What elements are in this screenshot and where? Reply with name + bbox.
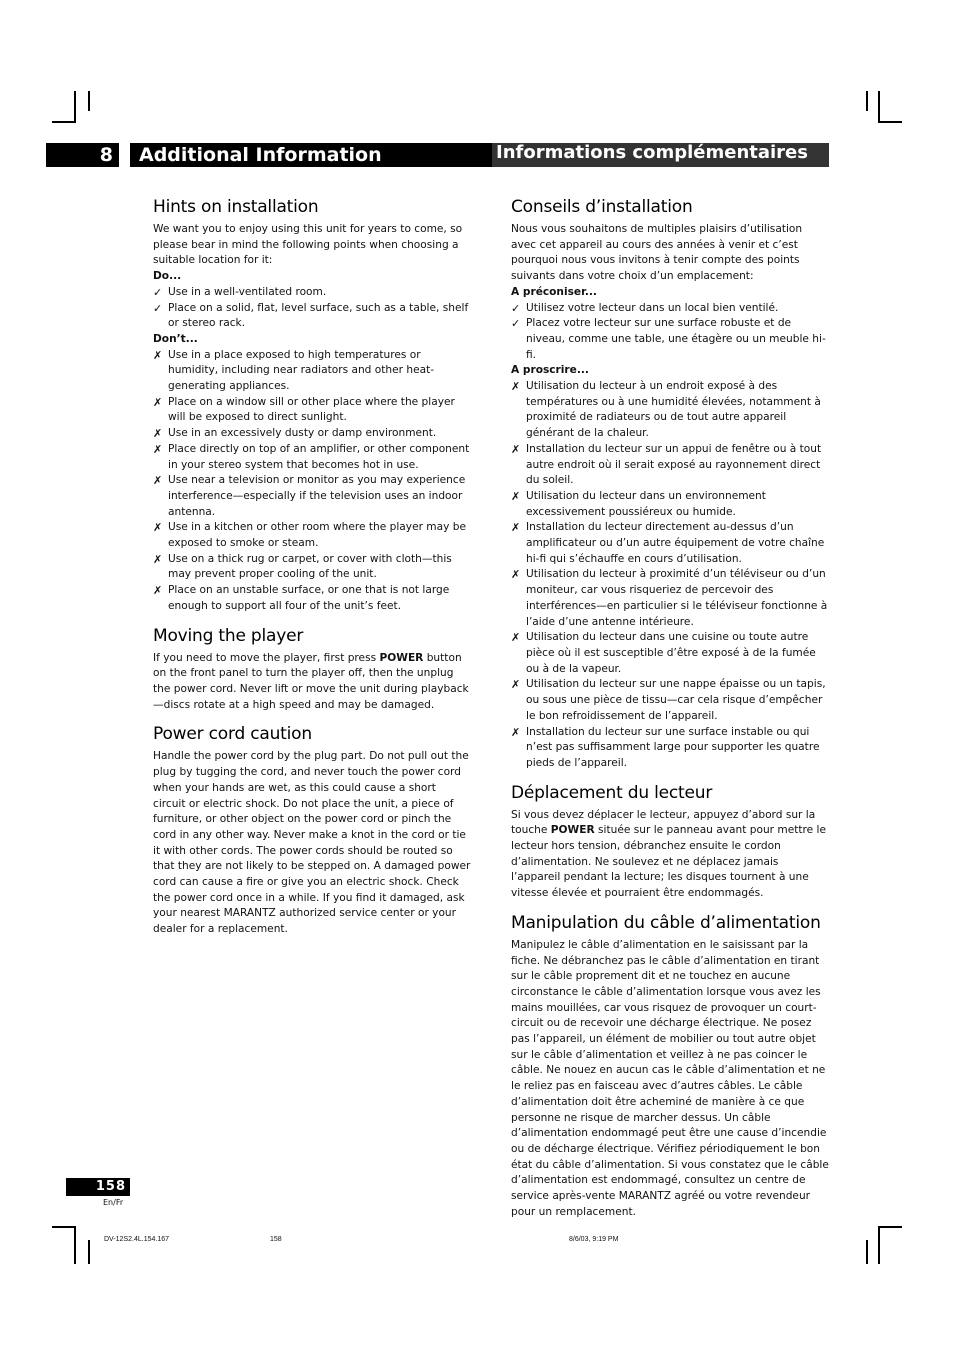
language-code: En/Fr	[103, 1198, 124, 1207]
crop-mark	[878, 121, 902, 123]
list-item: ✓ Use in a well-ventilated room.	[153, 285, 327, 299]
cross-icon: ✗	[511, 521, 521, 535]
crop-mark	[866, 1240, 868, 1264]
do-label: A préconiser...	[511, 285, 597, 298]
check-icon: ✓	[511, 301, 521, 315]
section-title: Moving the player	[153, 625, 304, 646]
power-text: Manipulez le câble d’alimentation en le saisissant par la fiche. Ne débranchez pas le câble d’alimentation en tirant sur le câble proprement dit et ne touchez en aucune circonstance le câble d’alimentation lorsque vous avez les mains mouillées, car vous risquez de provoquer un court-circuit ou de recevoir une décharge électrique. Ne posez pas l’appareil, un élément de mobilier ou tout autre objet sur le câble d’alimentation et veillez à ne pas coincer le câble. Ne nouez en aucun cas le câble d’alimentation et ne le reliez pas en faisceau avec d’autres câbles. Le câble d’alimentation doit être acheminé de manière à ce que personne ne risque de marcher dessus. Un câble d’alimentation endommagé peut être une cause d’incendie ou de décharge électrique. Vérifiez périodiquement le bon état du câble d’alimentation. Si vous constatez que le câble d’alimentation est endommagé, consultez un centre de service après-vente MARANTZ agréé ou votre revendeur pour un remplacement.	[511, 938, 829, 1218]
crop-mark	[866, 91, 868, 111]
list-item: ✗ Use near a television or monitor as you may experience interference—especially if the television uses an indoor antenna.	[153, 474, 466, 518]
do-list	[511, 301, 829, 364]
dont-label: Don’t...	[153, 332, 198, 345]
cross-icon: ✗	[153, 395, 163, 409]
crop-mark	[88, 1240, 90, 1264]
cross-icon: ✗	[153, 521, 163, 535]
cross-icon: ✗	[153, 474, 163, 488]
power-text: Handle the power cord by the plug part. Do not pull out the plug by tugging the cord, and never touch the power cord when your hands are wet, as this could cause a short circuit or electric shock. Do not place the unit, a piece of furniture, or other object on the power cord or pinch the cord in any other way. Never make a knot in the cord or tie it with other cords. The power cords should be routed so that they are not likely to be stepped on. A damaged power cord can cause a fire or give you an electric shock. Check the power cord once in a while. If you find it damaged, ask your nearest MARANTZ authorized service center or your dealer for a replacement.	[153, 750, 471, 936]
cross-icon: ✗	[511, 631, 521, 645]
section-title: Power cord caution	[153, 724, 312, 745]
list-item: ✗ Use in a kitchen or other room where the player may be exposed to smoke or steam.	[153, 521, 466, 550]
dont-list	[511, 379, 829, 772]
crop-mark	[878, 1228, 880, 1264]
section-title: Conseils d’installation	[511, 197, 693, 217]
cross-icon: ✗	[153, 427, 163, 441]
cross-icon: ✗	[153, 442, 163, 456]
list-item: ✓ Utilisez votre lecteur dans un local bien ventilé.	[511, 301, 779, 315]
list-item: ✗ Place on a window sill or other place where the player will be exposed to direct sunlight.	[153, 395, 455, 424]
cross-icon: ✗	[153, 552, 163, 566]
section-title: Déplacement du lecteur	[511, 782, 713, 803]
list-item: ✗ Place on an unstable surface, or one that is not large enough to support all four of the unit’s feet.	[153, 584, 450, 612]
page-ref: 158	[270, 1236, 282, 1243]
list-item: ✗ Installation du lecteur sur un appui de fenêtre ou à tout autre endroit où il serait exposé au rayonnement direct du soleil.	[511, 442, 822, 487]
chapter-number: 8	[66, 143, 119, 167]
cross-icon: ✗	[511, 678, 521, 692]
list-item: ✗ Use in a place exposed to high temperatures or humidity, including near radiators and other heat-generating appliances.	[153, 348, 435, 393]
check-icon: ✓	[153, 285, 163, 299]
cross-icon: ✗	[511, 442, 521, 456]
chapter-divider	[119, 143, 130, 167]
crop-mark	[74, 91, 76, 121]
french-column	[511, 196, 829, 1220]
dont-list	[153, 348, 471, 615]
crop-mark	[52, 1226, 76, 1228]
do-list	[153, 285, 471, 332]
crop-mark	[52, 121, 76, 123]
list-item: ✗ Place directly on top of an amplifier, or other component in your stereo system that becomes hot in use.	[153, 442, 470, 471]
check-icon: ✓	[511, 317, 521, 331]
list-item: ✗ Utilisation du lecteur dans une cuisine ou toute autre pièce où il est susceptible d’être exposé à de la fumée ou à de la vapeur.	[511, 631, 816, 675]
list-item: ✓ Placez votre lecteur sur une surface robuste et de niveau, comme une table, une étagère ou un meuble hi-fi.	[511, 317, 826, 361]
moving-text: Si vous devez déplacer le lecteur, appuyez d’abord sur la touche POWER située sur le panneau avant pour mettre le lecteur hors tension, débranchez ensuite le cordon d’alimentation. Ne soulevez et ne déplacez jamais l’appareil pendant la lecture; les disques tournent à une vitesse élevée et pourraient être endommagés.	[511, 808, 827, 900]
section-title: Manipulation du câble d’alimentation	[511, 912, 821, 933]
doc-code: DV-12S2.4L.154.167	[104, 1236, 169, 1243]
dont-label: A proscrire...	[511, 364, 589, 377]
crop-mark	[88, 91, 90, 111]
do-label: Do...	[153, 270, 182, 283]
intro-text: We want you to enjoy using this unit for years to come, so please bear in mind the following points when choosing a suitable location for it:	[153, 223, 463, 267]
list-item: ✗ Utilisation du lecteur à un endroit exposé à des températures ou à une humidité élevées, notamment à proximité de radiateurs ou de tout autre appareil générant de la chaleur.	[511, 380, 821, 440]
cross-icon: ✗	[153, 584, 163, 598]
page-number: 158	[66, 1178, 130, 1196]
list-item: ✗ Use on a thick rug or carpet, or cover with cloth—this may prevent proper cooling of the unit.	[153, 552, 452, 581]
list-item: ✗ Utilisation du lecteur à proximité d’un téléviseur ou d’un moniteur, car vous risqueriez de percevoir des interférences—en particulier si le téléviseur fonctionne à l’aide d’une antenne intérieure.	[511, 568, 828, 628]
check-icon: ✓	[153, 301, 163, 315]
header-title-en: Additional Information	[139, 144, 382, 166]
crop-mark	[74, 1228, 76, 1264]
cross-icon: ✗	[511, 568, 521, 582]
section-title: Hints on installation	[153, 197, 319, 217]
cross-icon: ✗	[511, 489, 521, 503]
header-title-fr: Informations complémentaires	[496, 142, 808, 163]
moving-text: If you need to move the player, first press POWER button on the front panel to turn the player off, then the unplug the power cord. Never lift or move the unit during playback—discs rotate at a high speed and may be damaged.	[153, 651, 469, 711]
english-column	[153, 196, 471, 938]
cross-icon: ✗	[511, 725, 521, 739]
crop-mark	[878, 91, 880, 121]
list-item: ✗ Installation du lecteur directement au-dessus d’un amplificateur ou d’un autre équipement de votre chaîne hi-fi qui s’échauffe en cours d’utilisation.	[511, 521, 825, 565]
timestamp: 8/6/03, 9:19 PM	[569, 1236, 619, 1243]
list-item: ✗ Use in an excessively dusty or damp environment.	[153, 427, 437, 441]
list-item: ✗ Installation du lecteur sur une surface instable ou qui n’est pas suffisamment large pour supporter les quatre pieds de l’appareil.	[511, 725, 820, 769]
cross-icon: ✗	[153, 348, 163, 362]
list-item: ✓ Place on a solid, flat, level surface, such as a table, shelf or stereo rack.	[153, 301, 469, 330]
list-item: ✗ Utilisation du lecteur sur une nappe épaisse ou un tapis, ou sous une pièce de tissu—car cela risque d’empêcher le bon refroidissement de l’appareil.	[511, 678, 826, 722]
intro-text: Nous vous souhaitons de multiples plaisirs d’utilisation avec cet appareil au cours des années à venir et c’est pourquoi nous vous invitons à tenir compte des points suivants dans votre choix d’un emplacement:	[511, 223, 803, 283]
cross-icon: ✗	[511, 380, 521, 394]
crop-mark	[878, 1226, 902, 1228]
list-item: ✗ Utilisation du lecteur dans un environnement excessivement poussiéreux ou humide.	[511, 489, 766, 518]
